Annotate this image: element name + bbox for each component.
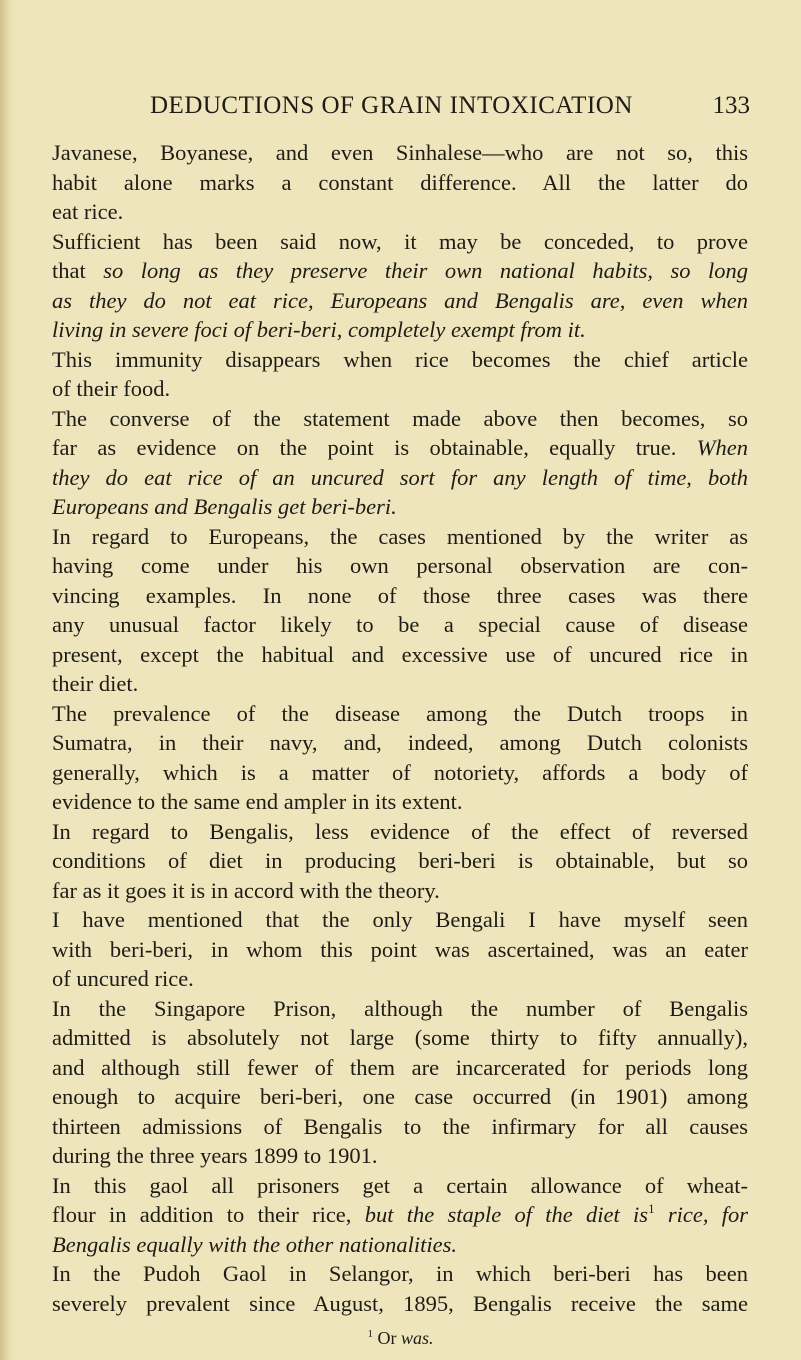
text-span: with beri-beri, in whom this point was ascertained, was an eater xyxy=(52,936,748,962)
text-span: far as it goes it is in accord with the theory. xyxy=(52,877,440,903)
text-line xyxy=(52,256,748,286)
text-line xyxy=(52,699,748,729)
text-span: thirteen admissions of Bengalis to the infirmary for all causes xyxy=(52,1113,748,1139)
text-line xyxy=(52,1230,748,1260)
text-span: enough to acquire beri-beri, one case occurred (in 1901) among xyxy=(52,1084,748,1109)
text-line xyxy=(52,551,748,581)
text-span: flour in addition to their rice, xyxy=(52,1202,365,1227)
text-span: In the Pudoh Gaol in Selangor, in which beri-beri has been xyxy=(52,1261,748,1286)
footnote-prefix: Or xyxy=(377,1328,401,1348)
text-span: In regard to Europeans, the cases mentioned by the writer as xyxy=(52,523,748,549)
text-line xyxy=(52,1289,748,1319)
text-span: In this gaol all prisoners get a certain allowance of wheat- xyxy=(52,1172,748,1198)
text-span: conditions of diet in producing beri-beri is obtainable, but so xyxy=(52,848,748,873)
text-line xyxy=(52,964,748,994)
text-line xyxy=(52,787,748,817)
text-line xyxy=(52,168,748,198)
text-span: vincing examples. In none of those three cases was there xyxy=(52,582,748,608)
text-span: Sumatra, in their navy, and, indeed, among Dutch colonists xyxy=(52,730,748,755)
text-span: The converse of the statement made above then becomes, so xyxy=(52,405,748,431)
text-line xyxy=(52,433,748,463)
text-line xyxy=(52,846,748,876)
text-span: I have mentioned that the only Bengali I have myself seen xyxy=(52,907,748,932)
text-span: In the Singapore Prison, although the number of Bengalis xyxy=(52,995,748,1021)
italic-text: but the staple of the diet is xyxy=(364,1202,649,1227)
text-line xyxy=(52,1141,748,1171)
text-line xyxy=(52,876,748,906)
italic-text: living in severe foci of beri-beri, completely exempt from it. xyxy=(52,317,586,342)
text-span: during the three years 1899 to 1901. xyxy=(52,1143,378,1168)
text-span: admitted is absolutely not large (some thirty to fifty annually), xyxy=(52,1025,748,1050)
text-span: evidence to the same end ampler in its extent. xyxy=(52,789,463,814)
footnote-italic: was. xyxy=(400,1328,434,1348)
text-line xyxy=(52,817,748,847)
italic-text: so long as they preserve their own national habits, so long xyxy=(103,258,748,283)
italic-text: Bengalis equally with the other nationalities. xyxy=(52,1231,457,1257)
text-line xyxy=(52,994,748,1024)
running-header xyxy=(150,92,750,122)
text-line xyxy=(52,1171,748,1201)
page-number: 133 xyxy=(712,92,750,119)
text-line xyxy=(52,463,748,493)
footnote xyxy=(0,1327,801,1349)
text-span: far as evidence on the point is obtainable, equally true. xyxy=(52,435,697,460)
text-span: In regard to Bengalis, less evidence of the effect of reversed xyxy=(52,818,748,844)
italic-text: Europeans and Bengalis get beri-beri. xyxy=(52,494,397,519)
text-line xyxy=(52,345,748,375)
text-line xyxy=(52,227,748,257)
text-line xyxy=(52,197,748,227)
text-line xyxy=(52,315,748,345)
italic-text: When xyxy=(696,435,748,460)
italic-text: they do eat rice of an uncured sort for any length of time, both xyxy=(52,464,748,490)
text-line xyxy=(52,1259,748,1289)
text-span: This immunity disappears when rice becomes the chief article xyxy=(52,346,748,372)
text-line xyxy=(52,374,748,404)
text-line xyxy=(52,728,748,758)
text-line xyxy=(52,935,748,965)
text-line xyxy=(52,286,748,316)
text-span: generally, which is a matter of notoriety, affords a body of xyxy=(52,759,748,785)
text-span: any unusual factor likely to be a special cause of disease xyxy=(52,612,748,637)
text-line xyxy=(52,758,748,788)
text-span: of their food. xyxy=(52,376,171,401)
text-span: habit alone marks a constant difference. All the latter do xyxy=(52,169,748,195)
text-line xyxy=(52,404,748,434)
italic-text: rice, for xyxy=(654,1202,748,1227)
body-text xyxy=(52,138,748,1318)
italic-text: as they do not eat rice, Europeans and Bengalis are, even when xyxy=(52,287,748,313)
text-span: having come under his own personal observation are con- xyxy=(52,553,748,578)
footnote-ref: 1 xyxy=(648,1201,655,1216)
text-span: severely prevalent since August, 1895, Bengalis receive the same xyxy=(52,1290,748,1316)
text-line xyxy=(52,610,748,640)
running-title: DEDUCTIONS OF GRAIN INTOXICATION xyxy=(150,92,633,119)
text-span: eat rice. xyxy=(52,199,124,224)
book-spine-edge xyxy=(0,0,14,1360)
text-span: that xyxy=(52,258,104,283)
text-span: Javanese, Boyanese, and even Sinhalese—who are not so, this xyxy=(52,140,748,165)
text-line xyxy=(52,1053,748,1083)
text-line xyxy=(52,581,748,611)
text-span: their diet. xyxy=(52,671,139,696)
text-line xyxy=(52,138,748,168)
text-line xyxy=(52,522,748,552)
text-span: The prevalence of the disease among the Dutch troops in xyxy=(52,700,748,726)
text-line xyxy=(52,905,748,935)
text-line xyxy=(52,1112,748,1142)
text-span: present, except the habitual and excessive use of uncured rice in xyxy=(52,641,748,667)
text-line xyxy=(52,1200,748,1230)
text-span: and although still fewer of them are incarcerated for periods long xyxy=(52,1054,748,1080)
text-line xyxy=(52,1082,748,1112)
text-span: Sufficient has been said now, it may be conceded, to prove xyxy=(52,228,748,254)
text-line xyxy=(52,492,748,522)
text-line xyxy=(52,1023,748,1053)
text-line xyxy=(52,640,748,670)
text-line xyxy=(52,669,748,699)
text-span: of uncured rice. xyxy=(52,966,194,991)
footnote-marker: 1 xyxy=(367,1328,373,1340)
